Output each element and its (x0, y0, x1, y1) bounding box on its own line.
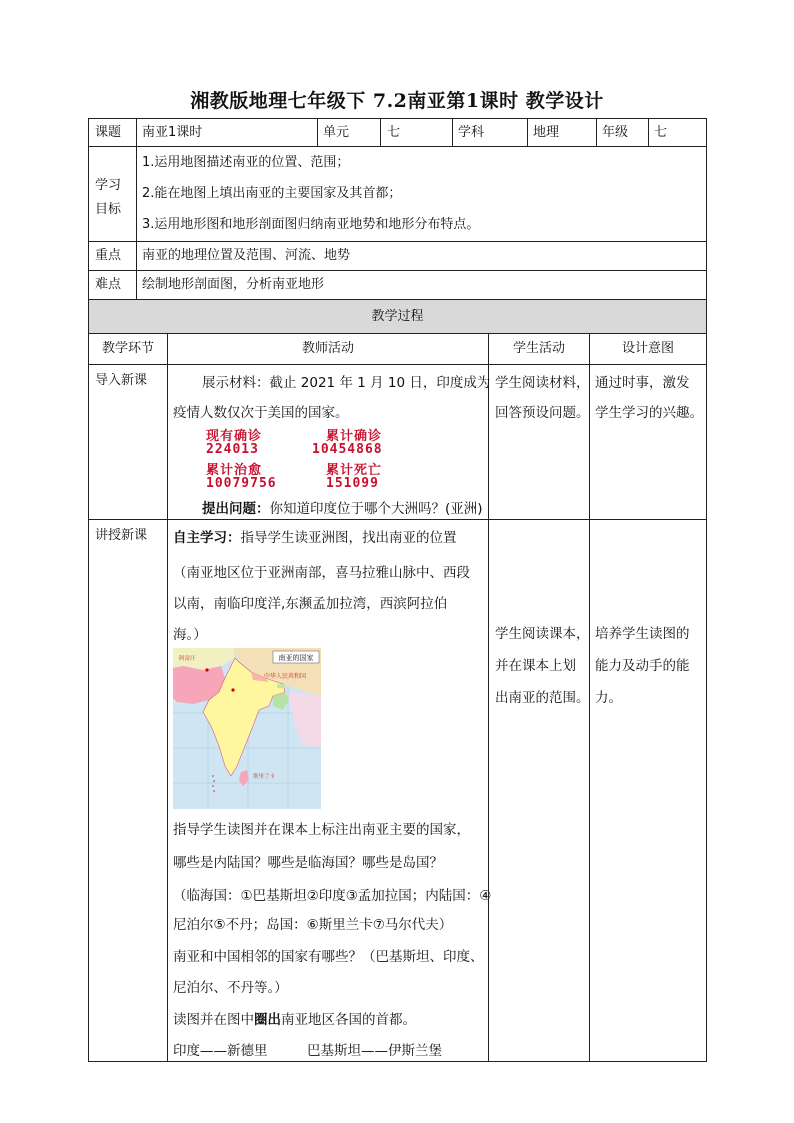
lecture-stage: 讲授新课 (95, 528, 148, 543)
intro-teacher-line-2: 疫情人数仅次于美国的国家。 (173, 405, 349, 421)
subject-value: 地理 (533, 125, 560, 140)
self-study-label: 自主学习： (173, 530, 241, 546)
south-asia-map (173, 648, 321, 809)
objective-item-2: 2.能在地图上填出南亚的主要国家及其首都； (142, 186, 402, 201)
map-label-china: 中华人民共和国 (263, 673, 307, 680)
objectives-label-1: 学习 (95, 178, 122, 193)
difficult-points-value: 绘制地形剖面图，分析南亚地形 (142, 277, 325, 292)
intro-teacher-line-1: 展示材料：截止 2021 年 1 月 10 日，印度成为 (202, 375, 491, 391)
self-study-line (173, 526, 457, 546)
capital-task-bold: 圈出 (254, 1012, 281, 1028)
stat-total-label: 累计确诊 (326, 429, 383, 444)
lecture-student-line-1: 学生阅读课本， (495, 626, 590, 642)
subject-label: 学科 (458, 125, 485, 140)
lecture-intent-line-3: 力。 (595, 690, 622, 706)
south-asia-map-graphic (173, 648, 321, 809)
stat-current-label: 现有确诊 (206, 429, 263, 444)
lecture-line-b6: 尼泊尔、不丹等。） (173, 980, 288, 996)
header-stage: 教学环节 (101, 341, 154, 356)
stat-cured-label: 累计治愈 (206, 463, 263, 478)
lecture-line-a3: 海。） (173, 627, 207, 643)
capital-task-pre: 读图并在图中 (173, 1012, 254, 1028)
lecture-line-b4: 尼泊尔⑤不丹；岛国：⑥斯里兰卡⑦马尔代夫） (173, 917, 453, 933)
objectives-label-2: 目标 (95, 202, 122, 217)
lecture-line-b1: 指导学生读图并在课本上标注出南亚主要的国家， (173, 822, 470, 838)
map-title: 南亚的国家 (278, 654, 314, 662)
grade-value: 七 (654, 125, 668, 140)
stat-death-label: 累计死亡 (326, 463, 383, 478)
objective-item-1: 1.运用地图描述南亚的位置、范围； (142, 155, 350, 170)
question-text: 你知道印度位于哪个大洲吗？(亚洲) (269, 501, 483, 517)
stat-total-value: 10454868 (312, 442, 383, 457)
lecture-intent-line-2: 能力及动手的能 (595, 658, 690, 674)
unit-value: 七 (387, 125, 401, 140)
stat-current-value: 224013 (206, 442, 259, 457)
intro-stage: 导入新课 (95, 373, 148, 388)
process-section-title: 教学过程 (371, 309, 424, 324)
unit-label: 单元 (323, 125, 350, 140)
intro-student-line-1: 学生阅读材料， (495, 375, 590, 391)
grade-label: 年级 (602, 125, 629, 140)
difficult-points-label: 难点 (95, 277, 122, 292)
topic-value: 南亚1课时 (142, 125, 203, 140)
key-points-value: 南亚的地理位置及范围、河流、地势 (142, 248, 351, 263)
header-student: 学生活动 (512, 341, 565, 356)
key-points-label: 重点 (95, 248, 122, 263)
capital-task-post: 南亚地区各国的首都。 (281, 1012, 416, 1028)
map-capital-delhi (231, 688, 234, 691)
stat-cured-value: 10079756 (206, 476, 277, 491)
header-teacher: 教师活动 (301, 341, 354, 356)
lecture-student-line-2: 并在课本上划 (495, 658, 576, 674)
question-label: 提出问题： (202, 501, 270, 517)
stat-death-value: 151099 (326, 476, 379, 491)
intro-intent-line-1: 通过时事，激发 (595, 375, 690, 391)
capital-pakistan: 巴基斯坦——伊斯兰堡 (307, 1043, 442, 1059)
topic-label: 课题 (95, 125, 122, 140)
self-study-text: 指导学生读亚洲图，找出南亚的位置 (240, 530, 457, 546)
header-intent: 设计意图 (621, 341, 674, 356)
lecture-intent-line-1: 培养学生读图的 (595, 626, 690, 642)
map-bhutan (277, 684, 285, 688)
lecture-line-a1: （南亚地区位于亚洲南部，喜马拉雅山脉中、西段 (173, 565, 470, 581)
intro-intent-line-2: 学生学习的兴趣。 (595, 405, 703, 421)
lecture-student-line-3: 出南亚的范围。 (495, 690, 590, 706)
lecture-line-a2: 以南，南临印度洋,东濒孟加拉湾，西滨阿拉伯 (173, 596, 448, 612)
capital-task-line (173, 1008, 416, 1028)
lecture-line-b5: 南亚和中国相邻的国家有哪些？（巴基斯坦、印度、 (173, 949, 484, 965)
document-title: 湘教版地理七年级下 7.2南亚第1课时 教学设计 (190, 90, 604, 112)
objective-item-3: 3.运用地形图和地形剖面图归纳南亚地势和地形分布特点。 (142, 217, 480, 232)
lecture-line-b3: （临海国：①巴基斯坦②印度③孟加拉国；内陆国：④ (173, 888, 492, 904)
capital-india: 印度——新德里 (173, 1043, 268, 1059)
intro-question (202, 497, 483, 517)
map-capital-islamabad (205, 668, 208, 671)
map-label-afghanistan: 阿富汗 (179, 656, 196, 662)
intro-student-line-2: 回答预设问题。 (495, 405, 590, 421)
lecture-line-b2: 哪些是内陆国？哪些是临海国？哪些是岛国？ (173, 855, 443, 871)
map-label-sri-lanka: 斯里兰卡 (253, 774, 276, 780)
